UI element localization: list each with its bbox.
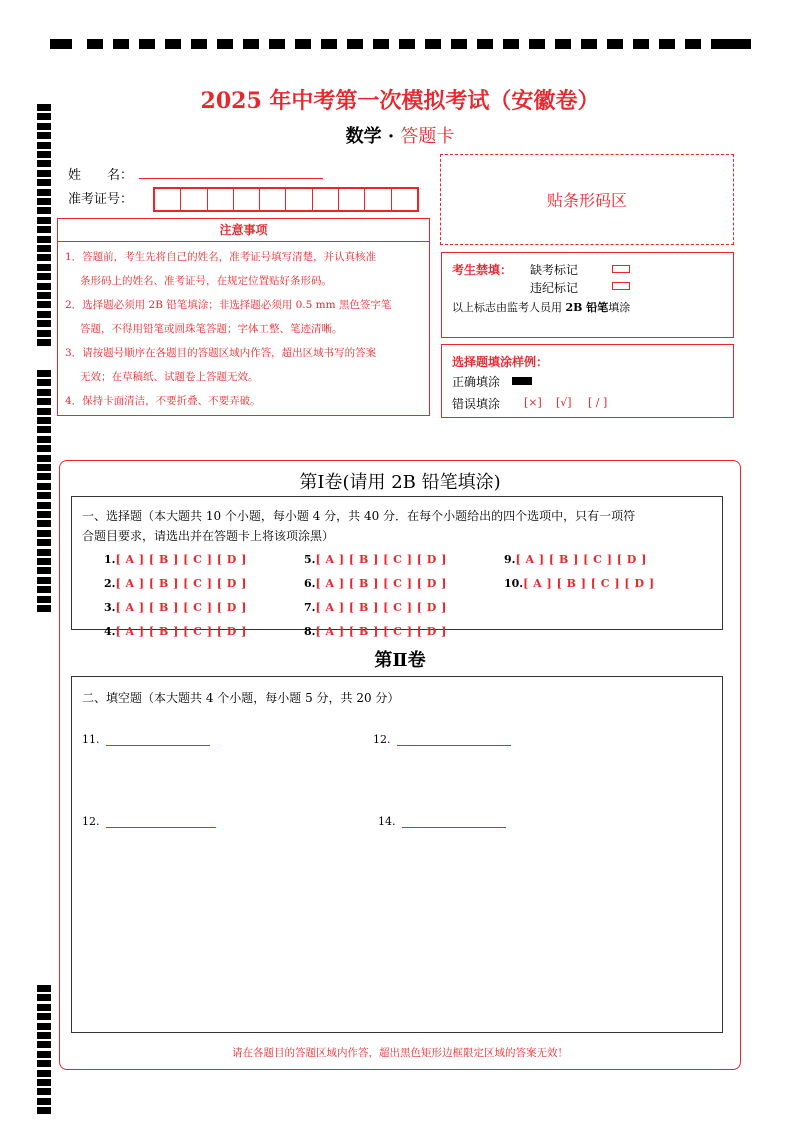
timing-mark [37, 1079, 51, 1086]
timing-mark [37, 1060, 51, 1067]
question-options[interactable]: [ A ] [ B ] [ C ] [ D ] [115, 577, 247, 590]
question-1[interactable] [104, 553, 247, 566]
timing-mark [37, 311, 51, 318]
timing-mark [37, 1070, 51, 1077]
timing-mark [607, 39, 623, 49]
blank-number: 12. [373, 733, 391, 746]
question-options[interactable]: [ A ] [ B ] [ C ] [ D ] [523, 577, 655, 590]
ban-note-bold: 2B 铅笔 [565, 301, 609, 314]
question-options[interactable]: [ A ] [ B ] [ C ] [ D ] [515, 553, 647, 566]
barcode-label: 贴条形码区 [546, 191, 627, 210]
timing-mark [37, 596, 51, 603]
question-number: 6. [304, 577, 316, 590]
timing-mark [37, 1098, 51, 1105]
wrong-mark: [×] [524, 396, 542, 409]
dot: · [387, 126, 395, 147]
id-digit-box[interactable] [313, 189, 339, 210]
choice-question-box [71, 496, 723, 638]
timing-mark [165, 39, 181, 49]
question-options[interactable]: [ A ] [ B ] [ C ] [ D ] [115, 601, 247, 614]
timing-mark [37, 605, 51, 612]
examiner-only-box [441, 252, 734, 338]
subject: 数学 [345, 126, 382, 147]
timing-mark [37, 426, 51, 433]
timing-mark [243, 39, 259, 49]
question-2[interactable] [104, 577, 247, 590]
question-number: 9. [504, 553, 516, 566]
timing-mark [37, 330, 51, 337]
choice-instruction-1: 一、选择题（本大题共 10 个小题，每小题 4 分，共 40 分．在每个小题给出的四个选项中，只有一项符 [82, 509, 636, 523]
timing-mark [37, 170, 51, 177]
timing-mark [37, 994, 51, 1001]
timing-mark [37, 558, 51, 565]
timing-mark [37, 301, 51, 308]
timing-mark [347, 39, 363, 49]
timing-mark [139, 39, 155, 49]
choice-instruction-2: 合题目要求，请选出并在答题卡上将该项涂黑） [82, 529, 335, 543]
timing-mark [37, 549, 51, 556]
timing-mark [37, 1023, 51, 1030]
question-5[interactable] [304, 553, 447, 566]
timing-mark [191, 39, 207, 49]
timing-mark [37, 455, 51, 462]
timing-mark [321, 39, 337, 49]
timing-mark [50, 39, 72, 49]
timing-mark [37, 1088, 51, 1095]
question-options[interactable]: [ A ] [ B ] [ C ] [ D ] [115, 625, 247, 638]
timing-mark [477, 39, 493, 49]
timing-mark [37, 151, 51, 158]
timing-mark [37, 530, 51, 537]
timing-mark [37, 320, 51, 327]
timing-mark [37, 292, 51, 299]
barcode-area [440, 154, 734, 245]
question-number: 2. [104, 577, 116, 590]
id-digit-box[interactable] [339, 189, 365, 210]
id-digit-box[interactable] [260, 189, 286, 210]
timing-mark [37, 264, 51, 271]
answer-line[interactable] [397, 734, 511, 746]
timing-mark [37, 1107, 51, 1114]
timing-mark [555, 39, 571, 49]
notice-title: 注意事项 [58, 219, 429, 242]
correct-label: 正确填涂 [452, 375, 501, 389]
wrong-mark: [ / ] [588, 396, 608, 409]
correct-fill-mark [512, 377, 532, 385]
timing-mark [727, 39, 751, 49]
absent-label: 缺考标记 [530, 263, 579, 277]
timing-mark [269, 39, 285, 49]
timing-mark [217, 39, 233, 49]
notice-item: 无效；在草稿纸、试题卷上答题无效。 [80, 371, 259, 383]
absent-mark-box[interactable] [612, 265, 630, 273]
answer-line[interactable] [402, 816, 506, 828]
timing-mark [399, 39, 415, 49]
wrong-label: 错误填涂 [452, 397, 501, 411]
timing-mark [37, 985, 51, 992]
notice-item: 3．请按题号顺序在各题目的答题区域内作答，超出区域书写的答案 [65, 347, 377, 359]
blank-number: 12. [82, 815, 100, 828]
timing-mark [37, 417, 51, 424]
card-label: 答题卡 [400, 126, 455, 147]
ban-note [452, 299, 630, 315]
blank-11[interactable] [82, 733, 210, 746]
question-number: 1. [104, 553, 116, 566]
question-number: 5. [304, 553, 316, 566]
timing-mark [37, 511, 51, 518]
blank-14[interactable] [378, 815, 506, 828]
timing-mark [37, 189, 51, 196]
name-label: 姓 名： [68, 168, 134, 183]
question-3[interactable] [104, 601, 247, 614]
timing-mark [37, 445, 51, 452]
timing-mark [37, 370, 51, 377]
timing-mark [37, 339, 51, 346]
question-options[interactable]: [ A ] [ B ] [ C ] [ D ] [315, 577, 447, 590]
notice-item: 2．选择题必须用 2B 铅笔填涂；非选择题必须用 0.5 mm 黑色签字笔 [65, 299, 392, 311]
timing-mark [633, 39, 649, 49]
timing-mark [37, 198, 51, 205]
id-digit-box[interactable] [234, 189, 260, 210]
timing-mark [711, 39, 727, 49]
timing-mark [373, 39, 389, 49]
timing-mark [503, 39, 519, 49]
id-digit-box[interactable] [208, 189, 234, 210]
timing-mark [37, 217, 51, 224]
part2-title: 第Ⅱ卷 [374, 650, 426, 671]
exam-title: 2025 年中考第一次模拟考试（安徽卷） [200, 88, 600, 114]
question-number: 8. [304, 625, 316, 638]
timing-mark [37, 1004, 51, 1011]
timing-mark [87, 39, 103, 49]
subject-title [0, 122, 800, 148]
question-number: 7. [304, 601, 316, 614]
violation-label: 违纪标记 [530, 281, 579, 295]
question-4[interactable] [104, 625, 247, 638]
timing-mark [659, 39, 675, 49]
timing-mark [37, 389, 51, 396]
notice-item: 4．保持卡面清洁，不要折叠、不要弄破。 [65, 395, 261, 407]
timing-mark [37, 379, 51, 386]
question-6[interactable] [304, 577, 447, 590]
timing-mark [581, 39, 597, 49]
sample-label: 选择题填涂样例： [452, 355, 549, 369]
timing-mark [37, 245, 51, 252]
id-number-boxes[interactable] [153, 187, 419, 212]
timing-mark [113, 39, 129, 49]
notice-item: 1．答题前，考生先将自己的姓名，准考证号填写清楚，并认真核准 [65, 251, 377, 263]
fill-blank-box [71, 676, 723, 1033]
answer-line[interactable] [106, 816, 216, 828]
id-digit-box[interactable] [392, 189, 417, 210]
id-label: 准考证号： [68, 192, 134, 207]
id-digit-box[interactable] [286, 189, 312, 210]
notice-box [57, 218, 430, 416]
answer-line[interactable] [106, 734, 210, 746]
wrong-mark: [√] [556, 396, 572, 409]
name-field[interactable] [139, 178, 323, 179]
question-number: 4. [104, 625, 116, 638]
timing-mark [451, 39, 467, 49]
timing-mark [37, 436, 51, 443]
violation-mark-box[interactable] [612, 282, 630, 290]
question-number: 10. [504, 577, 524, 590]
timing-mark [37, 502, 51, 509]
question-7[interactable] [304, 601, 447, 614]
blank-number: 14. [378, 815, 396, 828]
id-digit-box[interactable] [155, 189, 181, 210]
notice-item: 条形码上的姓名、准考证号，在规定位置贴好条形码。 [80, 275, 332, 287]
timing-mark [37, 179, 51, 186]
id-digit-box[interactable] [365, 189, 391, 210]
question-options[interactable]: [ A ] [ B ] [ C ] [ D ] [315, 553, 447, 566]
footer-warning: 请在各题目的答题区域内作答，超出黑色矩形边框限定区域的答案无效！ [232, 1047, 568, 1059]
notice-item: 答题，不得用铅笔或圆珠笔答题；字体工整、笔迹清晰。 [80, 323, 343, 335]
fill-instruction: 二、填空题（本大题共 4 个小题，每小题 5 分，共 20 分） [82, 691, 400, 705]
blank-13[interactable] [82, 815, 216, 828]
timing-mark [425, 39, 441, 49]
question-number: 3. [104, 601, 116, 614]
timing-mark [685, 39, 701, 49]
question-options[interactable]: [ A ] [ B ] [ C ] [ D ] [315, 625, 447, 638]
part1-title: 第Ⅰ卷(请用 2B 铅笔填涂) [299, 472, 501, 493]
timing-mark [529, 39, 545, 49]
timing-mark [37, 226, 51, 233]
blank-12[interactable] [373, 733, 511, 746]
timing-mark [37, 160, 51, 167]
timing-mark [37, 567, 51, 574]
fill-sample-box [441, 344, 734, 418]
question-8[interactable] [304, 625, 447, 638]
timing-mark [37, 539, 51, 546]
question-9[interactable] [504, 553, 647, 566]
blank-number: 11. [82, 733, 100, 746]
timing-mark [37, 1032, 51, 1039]
question-10[interactable] [504, 577, 655, 590]
timing-mark [37, 254, 51, 261]
timing-mark [37, 283, 51, 290]
timing-mark [37, 520, 51, 527]
timing-mark [37, 207, 51, 214]
timing-mark [37, 273, 51, 280]
timing-mark [37, 398, 51, 405]
timing-mark [37, 408, 51, 415]
ban-note-post: 填涂 [608, 301, 631, 314]
timing-mark [295, 39, 311, 49]
timing-mark [37, 1013, 51, 1020]
timing-mark [37, 236, 51, 243]
timing-mark [37, 577, 51, 584]
question-options[interactable]: [ A ] [ B ] [ C ] [ D ] [115, 553, 247, 566]
ban-note-pre: 以上标志由监考人员用 [452, 301, 566, 314]
ban-label: 考生禁填： [452, 263, 513, 277]
timing-mark [37, 586, 51, 593]
id-digit-box[interactable] [181, 189, 207, 210]
question-options[interactable]: [ A ] [ B ] [ C ] [ D ] [315, 601, 447, 614]
